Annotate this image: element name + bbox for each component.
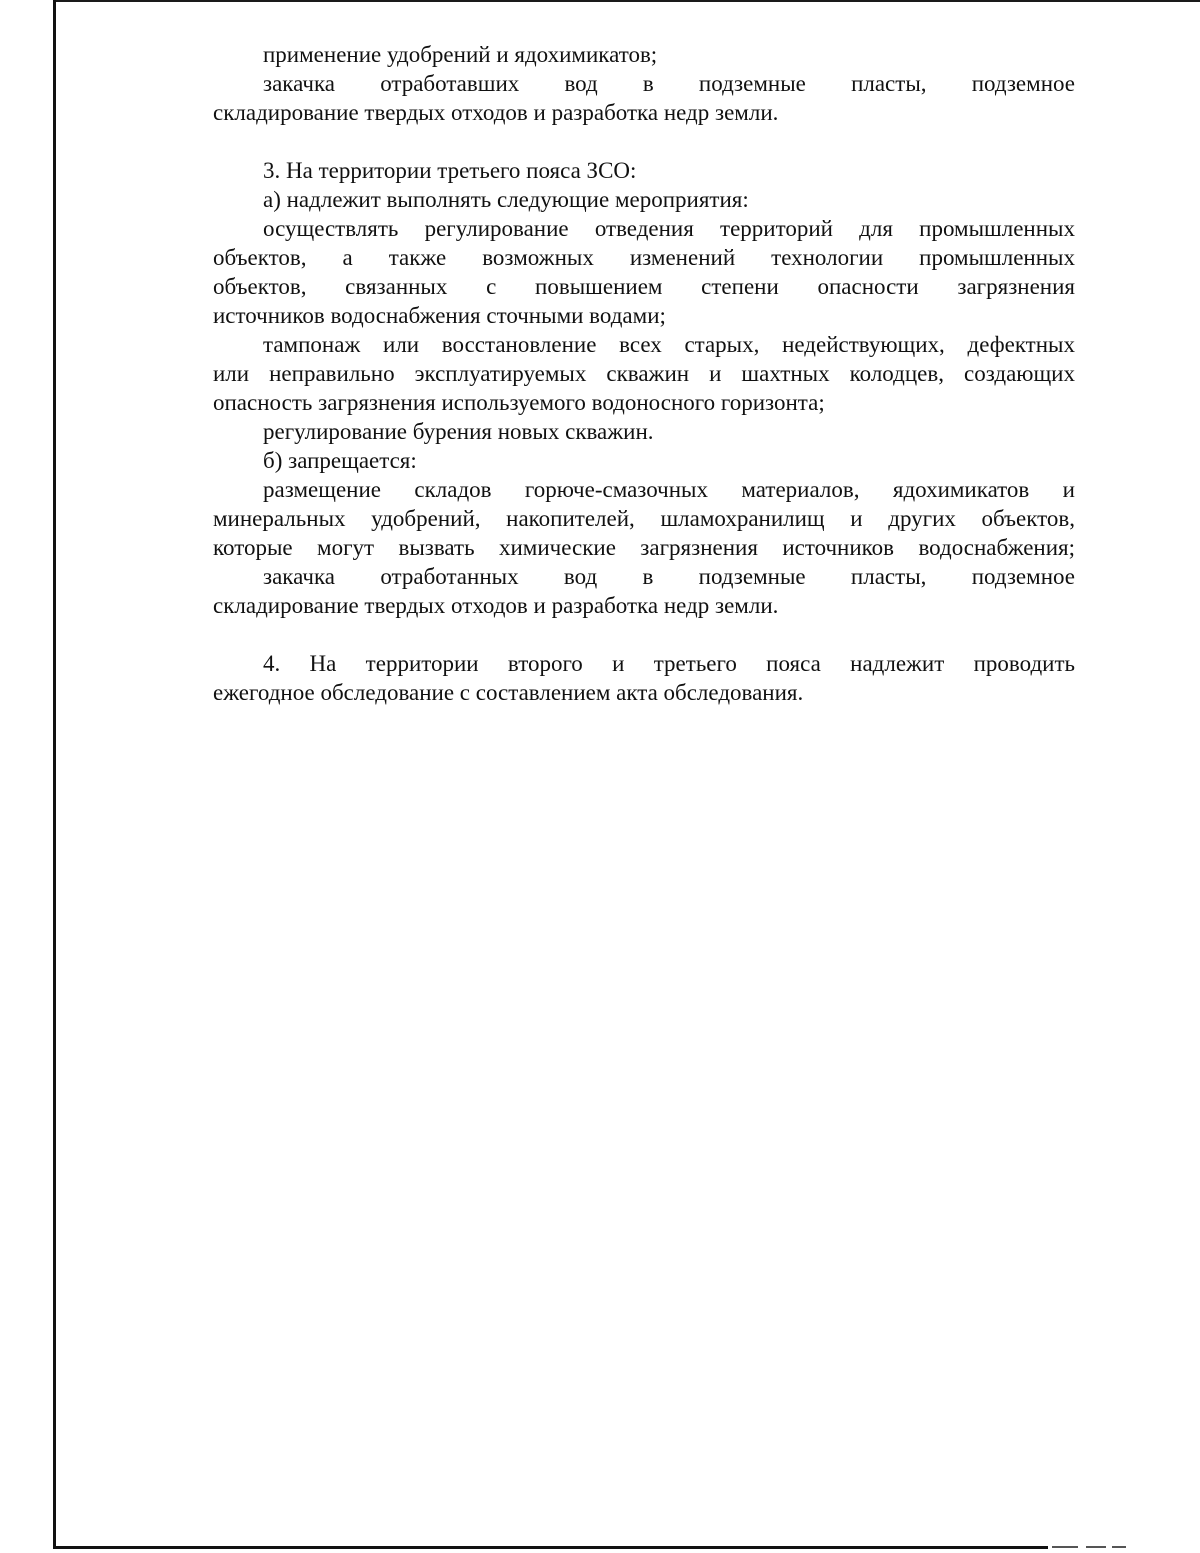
paragraph-gap bbox=[213, 127, 1075, 156]
text-line: регулирование бурения новых скважин. bbox=[263, 419, 654, 444]
section-heading-3: 3. На территории третьего пояса ЗСО: bbox=[263, 158, 637, 183]
text-line: размещение складов горюче-смазочных материалов, ядохимикатов и bbox=[263, 477, 1075, 502]
section-heading-4: 4. На территории второго и третьего пояса надлежит проводить bbox=[263, 651, 1075, 676]
text-line: закачка отработавших вод в подземные пласты, подземное bbox=[263, 71, 1075, 96]
scan-border-dash bbox=[1052, 1546, 1078, 1548]
text-line: опасность загрязнения используемого водоносного горизонта; bbox=[213, 390, 825, 415]
text-line: складирование твердых отходов и разработка недр земли. bbox=[213, 593, 779, 618]
text-line: осуществлять регулирование отведения территорий для промышленных bbox=[263, 216, 1075, 241]
text-line: минеральных удобрений, накопителей, шламохранилищ и других объектов, bbox=[213, 506, 1075, 531]
text-line: применение удобрений и ядохимикатов; bbox=[263, 42, 658, 67]
text-line: объектов, связанных с повышением степени опасности загрязнения bbox=[213, 274, 1075, 299]
scan-border-dash bbox=[1086, 1546, 1106, 1548]
text-line: которые могут вызвать химические загрязнения источников водоснабжения; bbox=[213, 535, 1075, 560]
text-line: источников водоснабжения сточными водами; bbox=[213, 303, 666, 328]
text-line: ежегодное обследование с составлением акта обследования. bbox=[213, 680, 804, 705]
text-line: объектов, а также возможных изменений технологии промышленных bbox=[213, 245, 1075, 270]
paragraph-gap bbox=[213, 620, 1075, 649]
scan-border-top bbox=[56, 0, 1200, 2]
text-line: или неправильно эксплуатируемых скважин и шахтных колодцев, создающих bbox=[213, 361, 1075, 386]
scan-border-dash bbox=[1112, 1546, 1126, 1548]
subsection-a: а) надлежит выполнять следующие мероприятия: bbox=[263, 187, 749, 212]
text-line: закачка отработанных вод в подземные пласты, подземное bbox=[263, 564, 1075, 589]
document-body bbox=[213, 40, 1075, 707]
scan-border-bottom bbox=[53, 1546, 1048, 1549]
text-line: складирование твердых отходов и разработка недр земли. bbox=[213, 100, 779, 125]
scan-border-left bbox=[53, 0, 56, 1549]
subsection-b: б) запрещается: bbox=[263, 448, 417, 473]
text-line: тампонаж или восстановление всех старых, недействующих, дефектных bbox=[263, 332, 1075, 357]
